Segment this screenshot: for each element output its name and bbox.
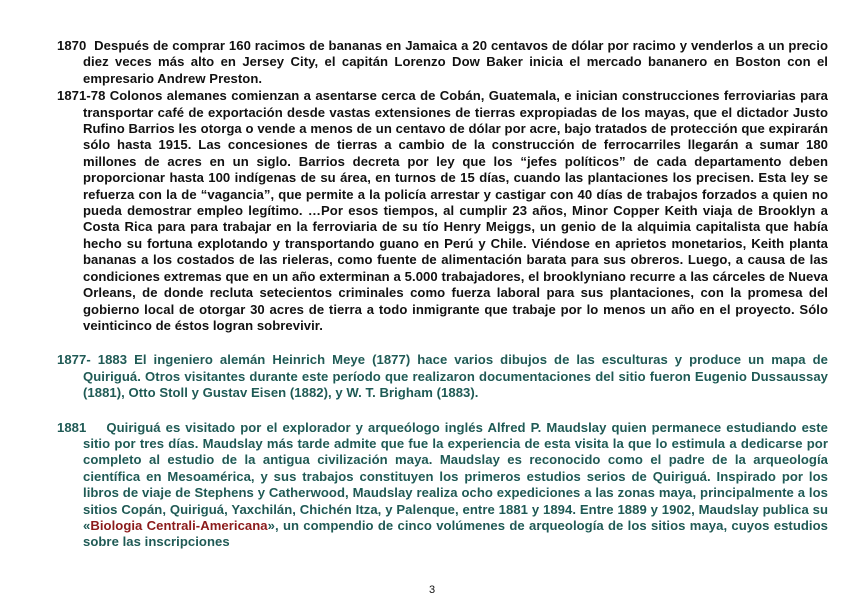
- document-page: [57, 38, 828, 551]
- entry-year: 1871-78: [57, 88, 106, 104]
- entry-text: Quiriguá es visitado por el explorador y arqueólogo inglés Alfred P. Maudslay quien permanece estudiando este sitio por tres días. Maudslay más tarde admite que fue la experiencia de esta visita la que lo estimula a dedicarse por completo al estudio de la antigua civilización maya. Maudslay es reconocido como el padre de la arqueología científica en Mesoamérica, y sus trabajos constituyen los primeros estudios serios de Quiriguá. Inspirado por los libros de viaje de Stephens y Catherwood, Maudslay realiza ocho expediciones a las zonas maya, principalmente a los sitios Copán, Quiriguá, Yaxchilán, Chichén Itza, y Palenque, entre 1881 y 1894. Entre 1889 y 1902, Maudslay publica su: [83, 419, 828, 517]
- entry-year: 1870: [57, 38, 87, 53]
- timeline-entry-1881: [57, 420, 828, 551]
- entry-text-continued: , un compendio de cinco volúmenes de arqueología de los sitios maya, cuyos estudios sobre las inscripciones: [83, 517, 829, 550]
- highlighted-title: Biologia Centrali-Americana: [90, 517, 268, 533]
- page-number: 3: [428, 584, 436, 596]
- quote-close: »: [267, 517, 275, 533]
- entry-text: Después de comprar 160 racimos de bananas en Jamaica a 20 centavos de dólar por racimo y venderlos a un precio diez veces más alto en Jersey City, el capitán Lorenzo Dow Baker inicia el mercado bananero en Boston con el empresario Andrew Preston.: [83, 38, 828, 86]
- quote-open: «: [83, 517, 91, 533]
- timeline-entry-1871-78: [57, 88, 828, 334]
- timeline-entry-1877-1883: [57, 352, 828, 401]
- entry-text: Colonos alemanes comienzan a asentarse cerca de Cobán, Guatemala, e inician construcciones ferroviarias para transportar café de exportación desde vastas extensiones de tierras expropiadas de los mayas, que el dictador Justo Rufino Barrios les otorga o vende a menos de un centavo de dólar por acre, bajo tratados de protección que expirarán sólo hasta 1915. Las concesiones de tierras a cambio de la construcción de ferrocarriles llegarán a sumar 180 millones de acres en un siglo. Barrios decreta por ley que los “jefes políticos” de cada departamento deben proporcionar hasta 100 indígenas de su área, en turnos de 15 días, cuando las plantaciones los precisen. Esta ley se refuerza con la de “vagancia”, que permite a la policía arrestar y castigar con 40 días de trabajos forzados a quien no pueda demostrar empleo legítimo. …Por esos tiempos, al cumplir 23 años, Minor Copper Keith viaja de Brooklyn a Costa Rica para para trabajar en la ferroviaria de su tío Henry Meiggs, un genio de la alquimia capitalista que había hecho su fortuna explotando y transportando guano en Perú y Chile. Viéndose en aprietos monetarios, Keith planta bananas a los costados de las rieleras, como fuente de alimentación barata para sus obreros. Luego, a causa de las condiciones extremas que en un año exterminan a 5.000 trabajadores, el brooklyniano recurre a las cárceles de Nueva Orleans, de donde recluta setecientos criminales como fuerza laboral para sus plantaciones, con la promesa del gobierno local de otorgar 30 acres de tierra a todo inmigrante que trabaje por lo menos un año en el proyecto. Sólo veinticinco de éstos logran sobrevivir.: [83, 88, 828, 333]
- entry-text: El ingeniero alemán Heinrich Meye (1877) hace varios dibujos de las esculturas y produce un mapa de Quiriguá. Otros visitantes durante este período que realizaron documentaciones del sitio fueron Eugenio Dussaussay (1881), Otto Stoll y Gustav Eisen (1882), y W. T. Brigham (1883).: [83, 352, 828, 401]
- entry-year: 1881: [57, 419, 87, 435]
- timeline-entry-1870: [57, 38, 828, 87]
- entry-year: 1877- 1883: [57, 352, 128, 368]
